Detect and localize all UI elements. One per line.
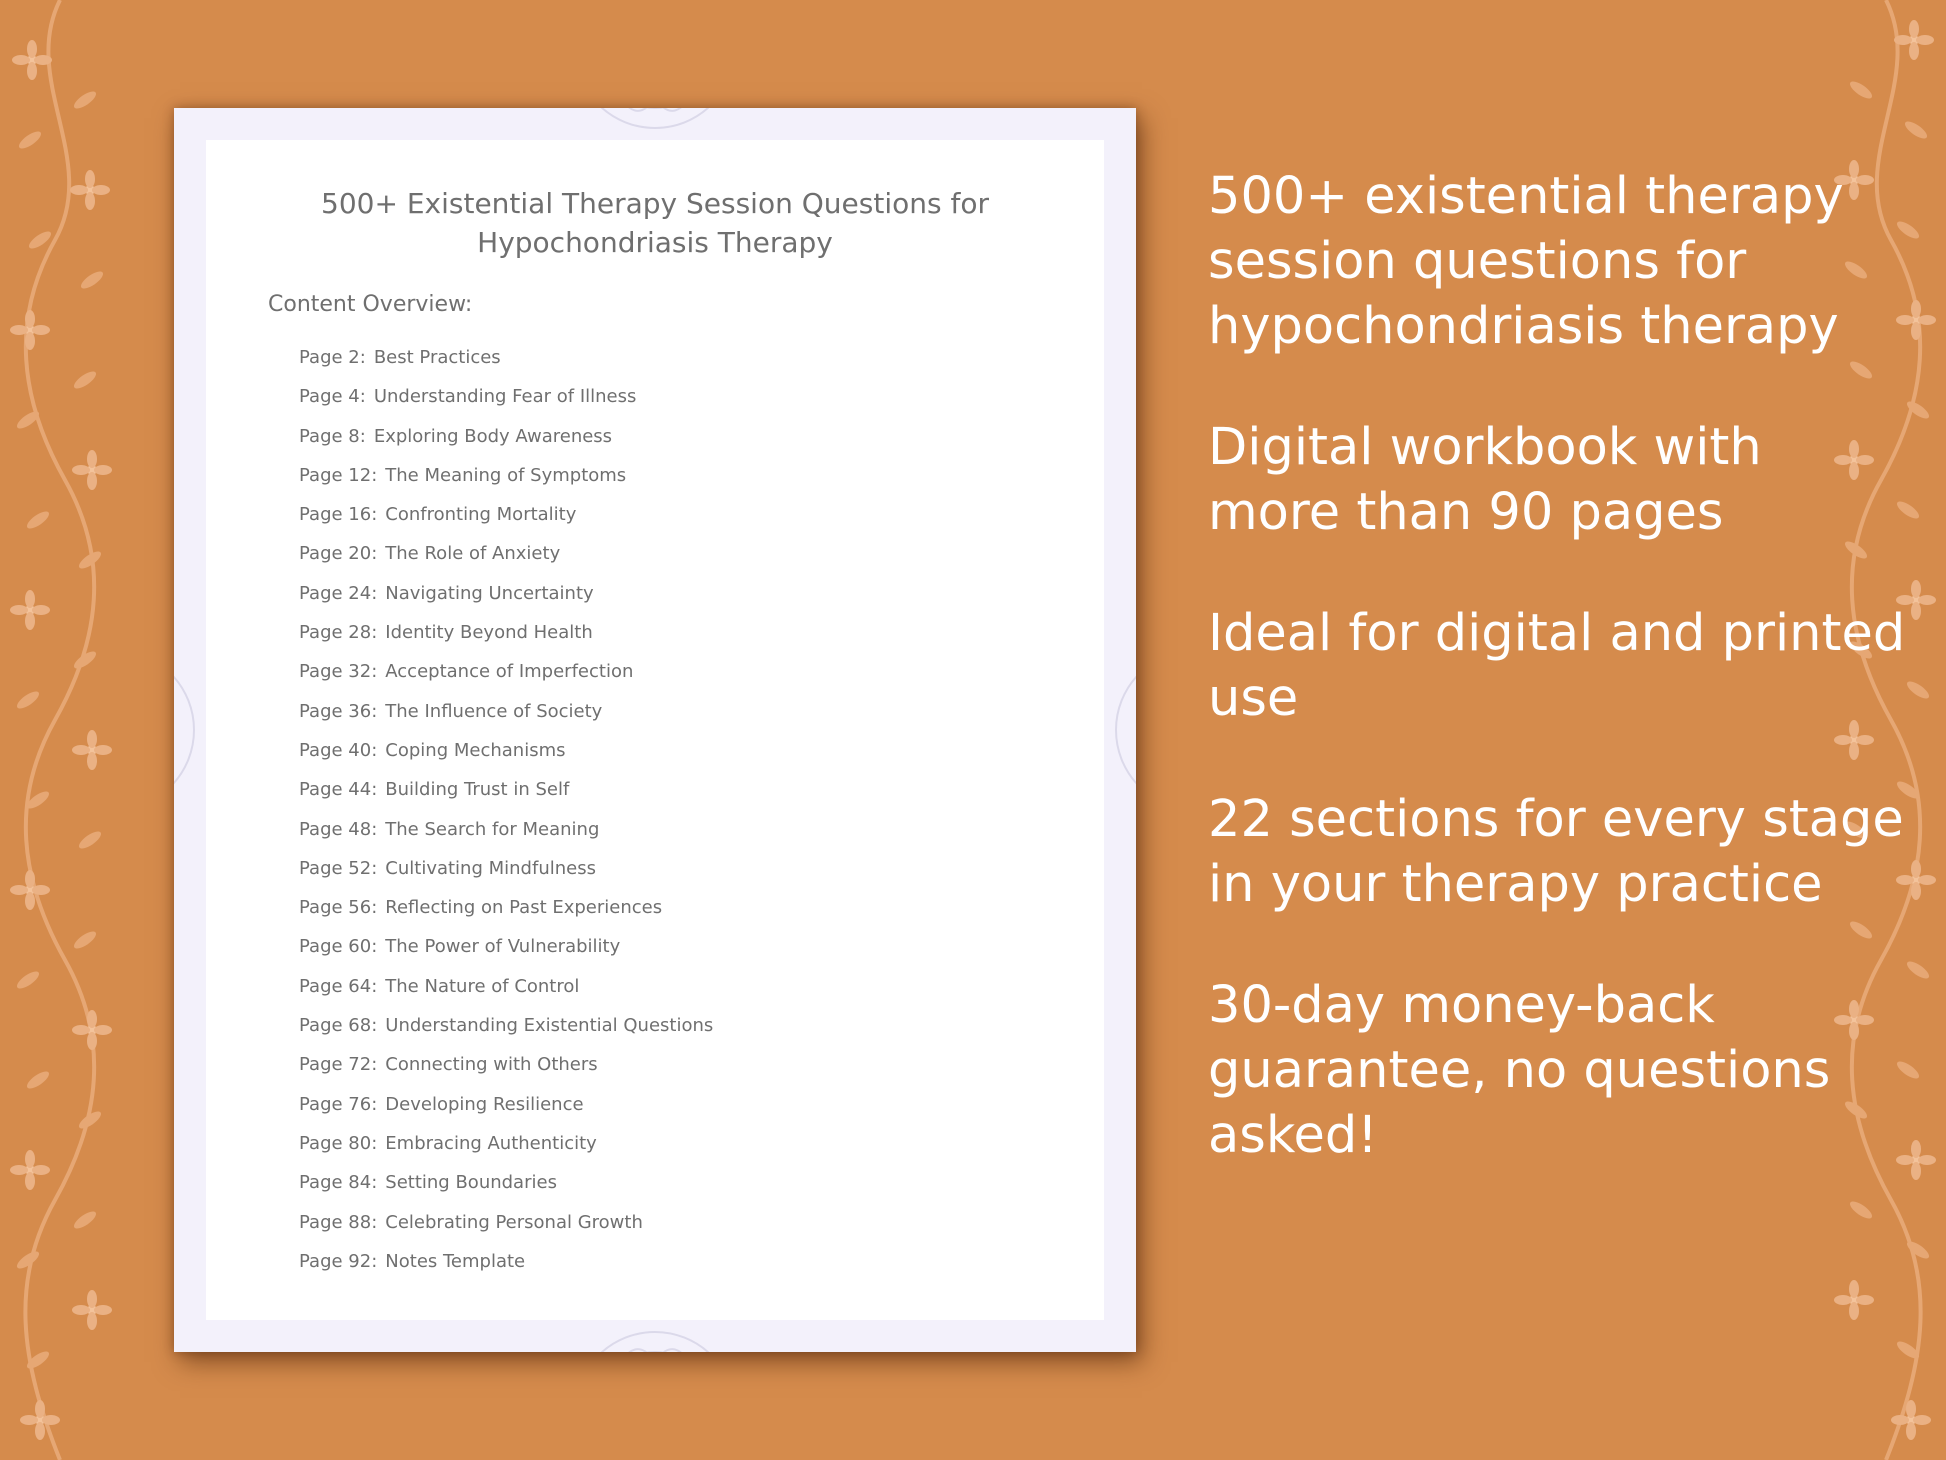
toc-item <box>299 1085 713 1124</box>
toc-title: Cultivating Mindfulness <box>385 857 596 879</box>
toc-page-number: Page 8: <box>299 425 366 447</box>
mandala-ornament-left <box>174 622 206 838</box>
toc-page-number: Page 40: <box>299 739 378 761</box>
floral-vine-left <box>0 0 130 1460</box>
toc-page-number: Page 16: <box>299 504 378 526</box>
toc-page-number: Page 88: <box>299 1211 378 1233</box>
toc-page-number: Page 56: <box>299 897 378 919</box>
toc-title: The Influence of Society <box>385 700 603 722</box>
toc-title: Understanding Existential Questions <box>385 1015 714 1037</box>
toc-page-number: Page 80: <box>299 1132 378 1154</box>
document-page <box>206 140 1104 1320</box>
feature-list <box>1208 164 1908 1224</box>
toc-item <box>299 456 713 495</box>
toc-page-number: Page 60: <box>299 936 378 958</box>
document-title: 500+ Existential Therapy Session Questions for Hypochondriasis Therapy <box>321 187 989 259</box>
toc-title: Setting Boundaries <box>385 1172 557 1194</box>
toc-item <box>299 731 713 770</box>
toc-item <box>299 849 713 888</box>
mandala-ornament-top <box>515 108 795 140</box>
toc-page-number: Page 72: <box>299 1054 378 1076</box>
toc-item <box>299 574 713 613</box>
toc-title: Reflecting on Past Experiences <box>385 897 663 919</box>
toc-title: The Role of Anxiety <box>385 543 561 565</box>
feature-text: 22 sections for every stage in your therapy practice <box>1208 790 1904 914</box>
toc-title: The Search for Meaning <box>385 818 600 840</box>
table-of-contents <box>299 338 713 1281</box>
content-overview-label: Content Overview: <box>268 292 473 317</box>
feature-text: 500+ existential therapy session questions for hypochondriasis therapy <box>1208 167 1844 356</box>
toc-page-number: Page 64: <box>299 975 378 997</box>
mandala-ornament-right <box>1104 622 1136 838</box>
toc-title: Understanding Fear of Illness <box>373 386 637 408</box>
toc-title: Connecting with Others <box>385 1054 598 1076</box>
mandala-ornament-bottom <box>515 1320 795 1352</box>
toc-title: Coping Mechanisms <box>385 739 566 761</box>
toc-title: Acceptance of Imperfection <box>385 661 634 683</box>
toc-item <box>299 810 713 849</box>
toc-title: The Power of Vulnerability <box>385 936 621 958</box>
toc-item <box>299 613 713 652</box>
toc-page-number: Page 92: <box>299 1250 378 1272</box>
toc-title: The Nature of Control <box>385 975 580 997</box>
toc-page-number: Page 28: <box>299 622 378 644</box>
toc-page-number: Page 2: <box>299 347 366 368</box>
toc-page-number: Page 48: <box>299 818 378 840</box>
toc-title: Notes Template <box>385 1250 526 1272</box>
toc-item <box>299 927 713 966</box>
toc-page-number: Page 76: <box>299 1093 378 1115</box>
document-preview <box>174 108 1136 1352</box>
toc-title: Developing Resilience <box>385 1093 584 1115</box>
toc-item <box>299 652 713 691</box>
toc-title: Confronting Mortality <box>385 504 577 526</box>
toc-item <box>299 1045 713 1084</box>
toc-item <box>299 534 713 573</box>
toc-title: Celebrating Personal Growth <box>385 1211 643 1233</box>
toc-item <box>299 1124 713 1163</box>
toc-title: Embracing Authenticity <box>385 1132 597 1154</box>
toc-item <box>299 1242 713 1281</box>
toc-item <box>299 967 713 1006</box>
toc-item <box>299 417 713 456</box>
feature-text: Ideal for digital and printed use <box>1208 604 1906 728</box>
toc-title: Identity Beyond Health <box>385 622 593 644</box>
toc-page-number: Page 68: <box>299 1015 378 1037</box>
toc-item <box>299 377 713 416</box>
toc-item <box>299 1006 713 1045</box>
toc-title: Best Practices <box>373 347 501 368</box>
toc-page-number: Page 52: <box>299 857 378 879</box>
toc-item <box>299 692 713 731</box>
toc-item <box>299 338 713 377</box>
toc-item <box>299 770 713 809</box>
feature-text: 30-day money-back guarantee, no questions asked! <box>1208 976 1831 1165</box>
toc-item <box>299 495 713 534</box>
toc-page-number: Page 44: <box>299 779 378 801</box>
toc-page-number: Page 4: <box>299 386 366 408</box>
toc-title: Building Trust in Self <box>385 779 570 801</box>
toc-item <box>299 888 713 927</box>
toc-page-number: Page 20: <box>299 543 378 565</box>
toc-page-number: Page 32: <box>299 661 378 683</box>
toc-page-number: Page 24: <box>299 582 378 604</box>
feature-text: Digital workbook with more than 90 pages <box>1208 418 1762 542</box>
toc-page-number: Page 12: <box>299 464 378 486</box>
toc-item <box>299 1203 713 1242</box>
toc-page-number: Page 36: <box>299 700 378 722</box>
toc-item <box>299 1163 713 1202</box>
toc-page-number: Page 84: <box>299 1172 378 1194</box>
toc-title: The Meaning of Symptoms <box>385 464 627 486</box>
toc-title: Navigating Uncertainty <box>385 582 594 604</box>
toc-title: Exploring Body Awareness <box>373 425 613 447</box>
